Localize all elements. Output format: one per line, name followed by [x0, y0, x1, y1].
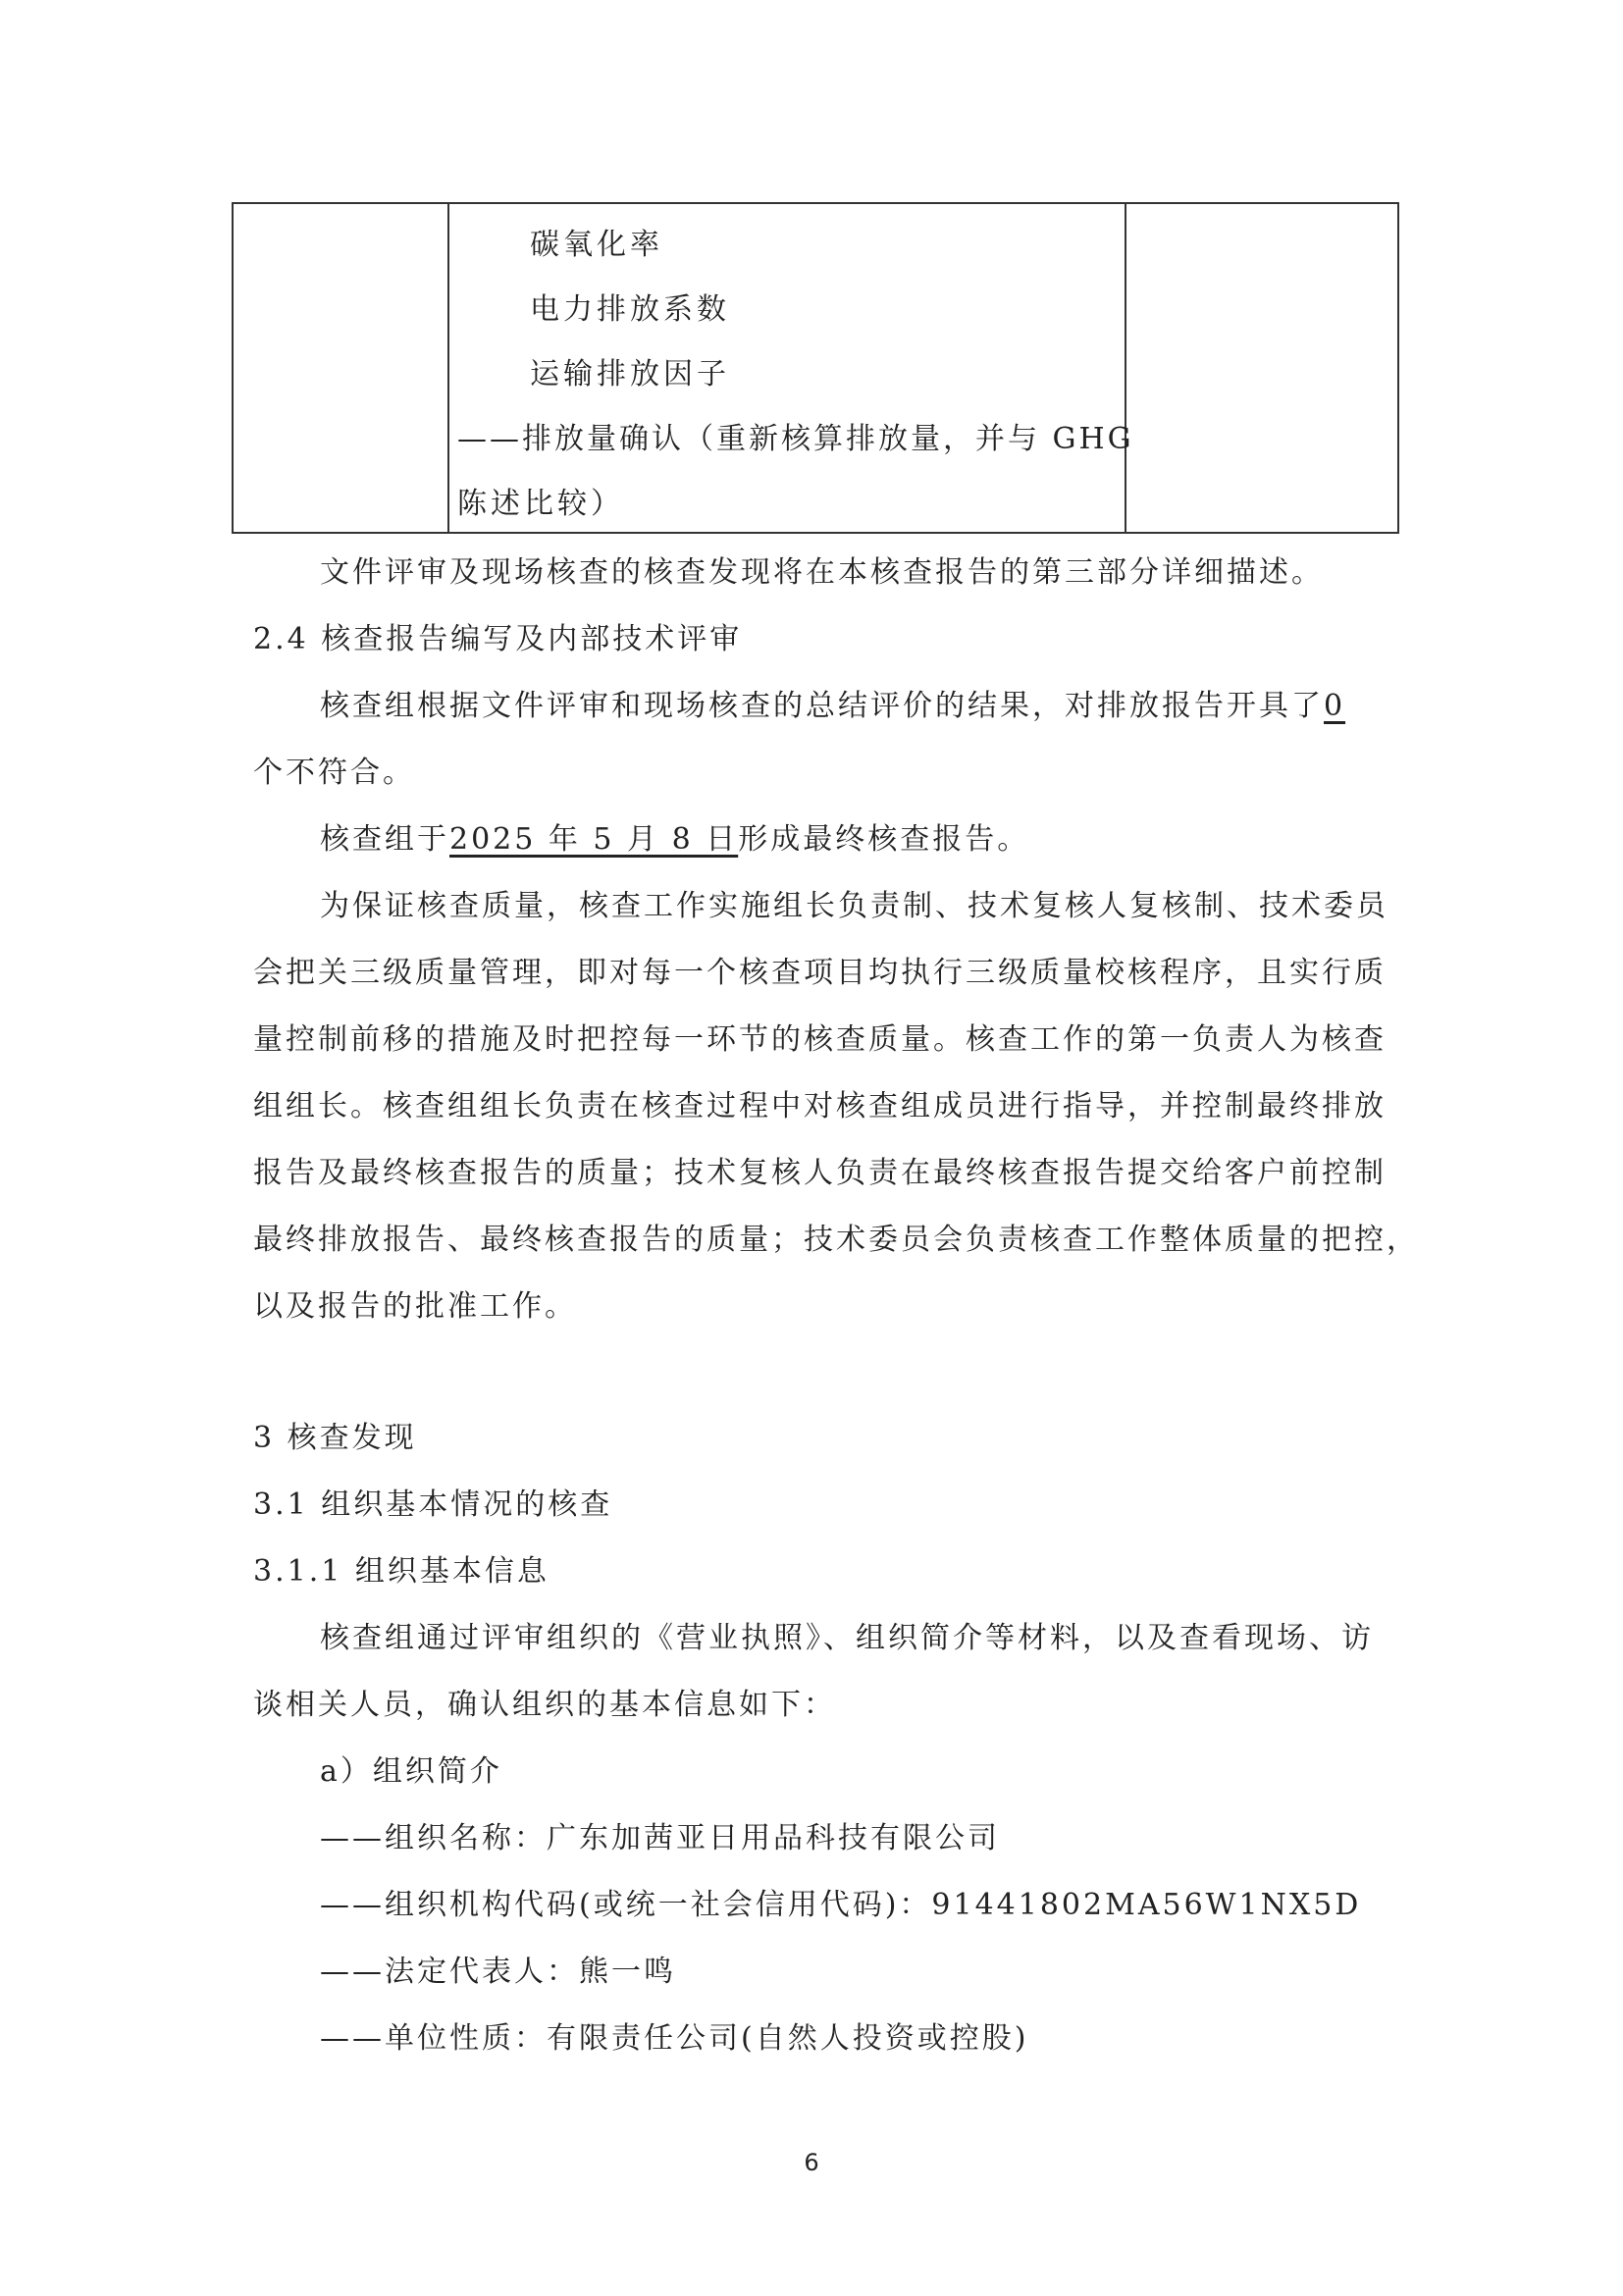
nonconformity-count: 0 — [1324, 689, 1346, 723]
paragraph — [320, 814, 1029, 858]
info-item-legal-rep: ——法定代表人：熊一鸣 — [320, 1955, 676, 1989]
paragraph-text: 核查组于 — [320, 822, 449, 857]
cell-line: 陈述比较） — [457, 487, 624, 521]
section-heading-3-1-1: 3.1.1 组织基本信息 — [253, 1554, 550, 1589]
paragraph-line: 量控制前移的措施及时把控每一环节的核查质量。核查工作的第一负责人为核查 — [253, 1022, 1387, 1057]
page-number: 6 — [804, 2149, 819, 2176]
section-heading-3-1: 3.1 组织基本情况的核查 — [253, 1487, 613, 1522]
paragraph-line: 最终排放报告、最终核查报告的质量；技术委员会负责核查工作整体质量的把控， — [253, 1223, 1419, 1257]
table-divider-left — [447, 204, 449, 532]
paragraph-line: 谈相关人员，确认组织的基本信息如下： — [253, 1688, 836, 1722]
table-divider-right — [1125, 204, 1126, 532]
paragraph-line: 会把关三级质量管理，即对每一个核查项目均执行三级质量校核程序，且实行质 — [253, 956, 1387, 990]
paragraph-text: 形成最终核查报告。 — [738, 822, 1030, 857]
verification-table — [232, 202, 1399, 534]
section-heading-2-4: 2.4 核查报告编写及内部技术评审 — [253, 622, 743, 656]
cell-line: 运输排放因子 — [530, 357, 730, 391]
paragraph-line: 以及报告的批准工作。 — [253, 1289, 577, 1324]
paragraph-line: 核查组通过评审组织的《营业执照》、组织简介等材料，以及查看现场、访 — [320, 1621, 1374, 1655]
info-item-org-code: ——组织机构代码(或统一社会信用代码)：91441802MA56W1NX5D — [320, 1888, 1362, 1922]
paragraph-line: 报告及最终核查报告的质量；技术复核人负责在最终核查报告提交给客户前控制 — [253, 1156, 1387, 1190]
paragraph-line: 为保证核查质量，核查工作实施组长负责制、技术复核人复核制、技术委员 — [320, 889, 1388, 923]
paragraph — [320, 681, 1345, 724]
paragraph-line: 组组长。核查组组长负责在核查过程中对核查组成员进行指导，并控制最终排放 — [253, 1089, 1387, 1123]
section-heading-3: 3 核查发现 — [253, 1421, 417, 1455]
subsection-title: a）组织简介 — [320, 1754, 502, 1789]
cell-line: 电力排放系数 — [530, 292, 730, 327]
paragraph: 个不符合。 — [253, 756, 415, 790]
info-item-org-name: ——组织名称：广东加茜亚日用品科技有限公司 — [320, 1821, 1000, 1855]
paragraph-text: 核查组根据文件评审和现场核查的总结评价的结果，对排放报告开具了 — [320, 689, 1324, 723]
cell-line: ——排放量确认（重新核算排放量，并与 GHG — [457, 422, 1134, 456]
paragraph: 文件评审及现场核查的核查发现将在本核查报告的第三部分详细描述。 — [320, 555, 1324, 590]
cell-line: 碳氧化率 — [530, 228, 663, 262]
info-item-entity-type: ——单位性质：有限责任公司(自然人投资或控股) — [320, 2021, 1029, 2056]
report-date: 2025 年 5 月 8 日 — [449, 822, 739, 857]
